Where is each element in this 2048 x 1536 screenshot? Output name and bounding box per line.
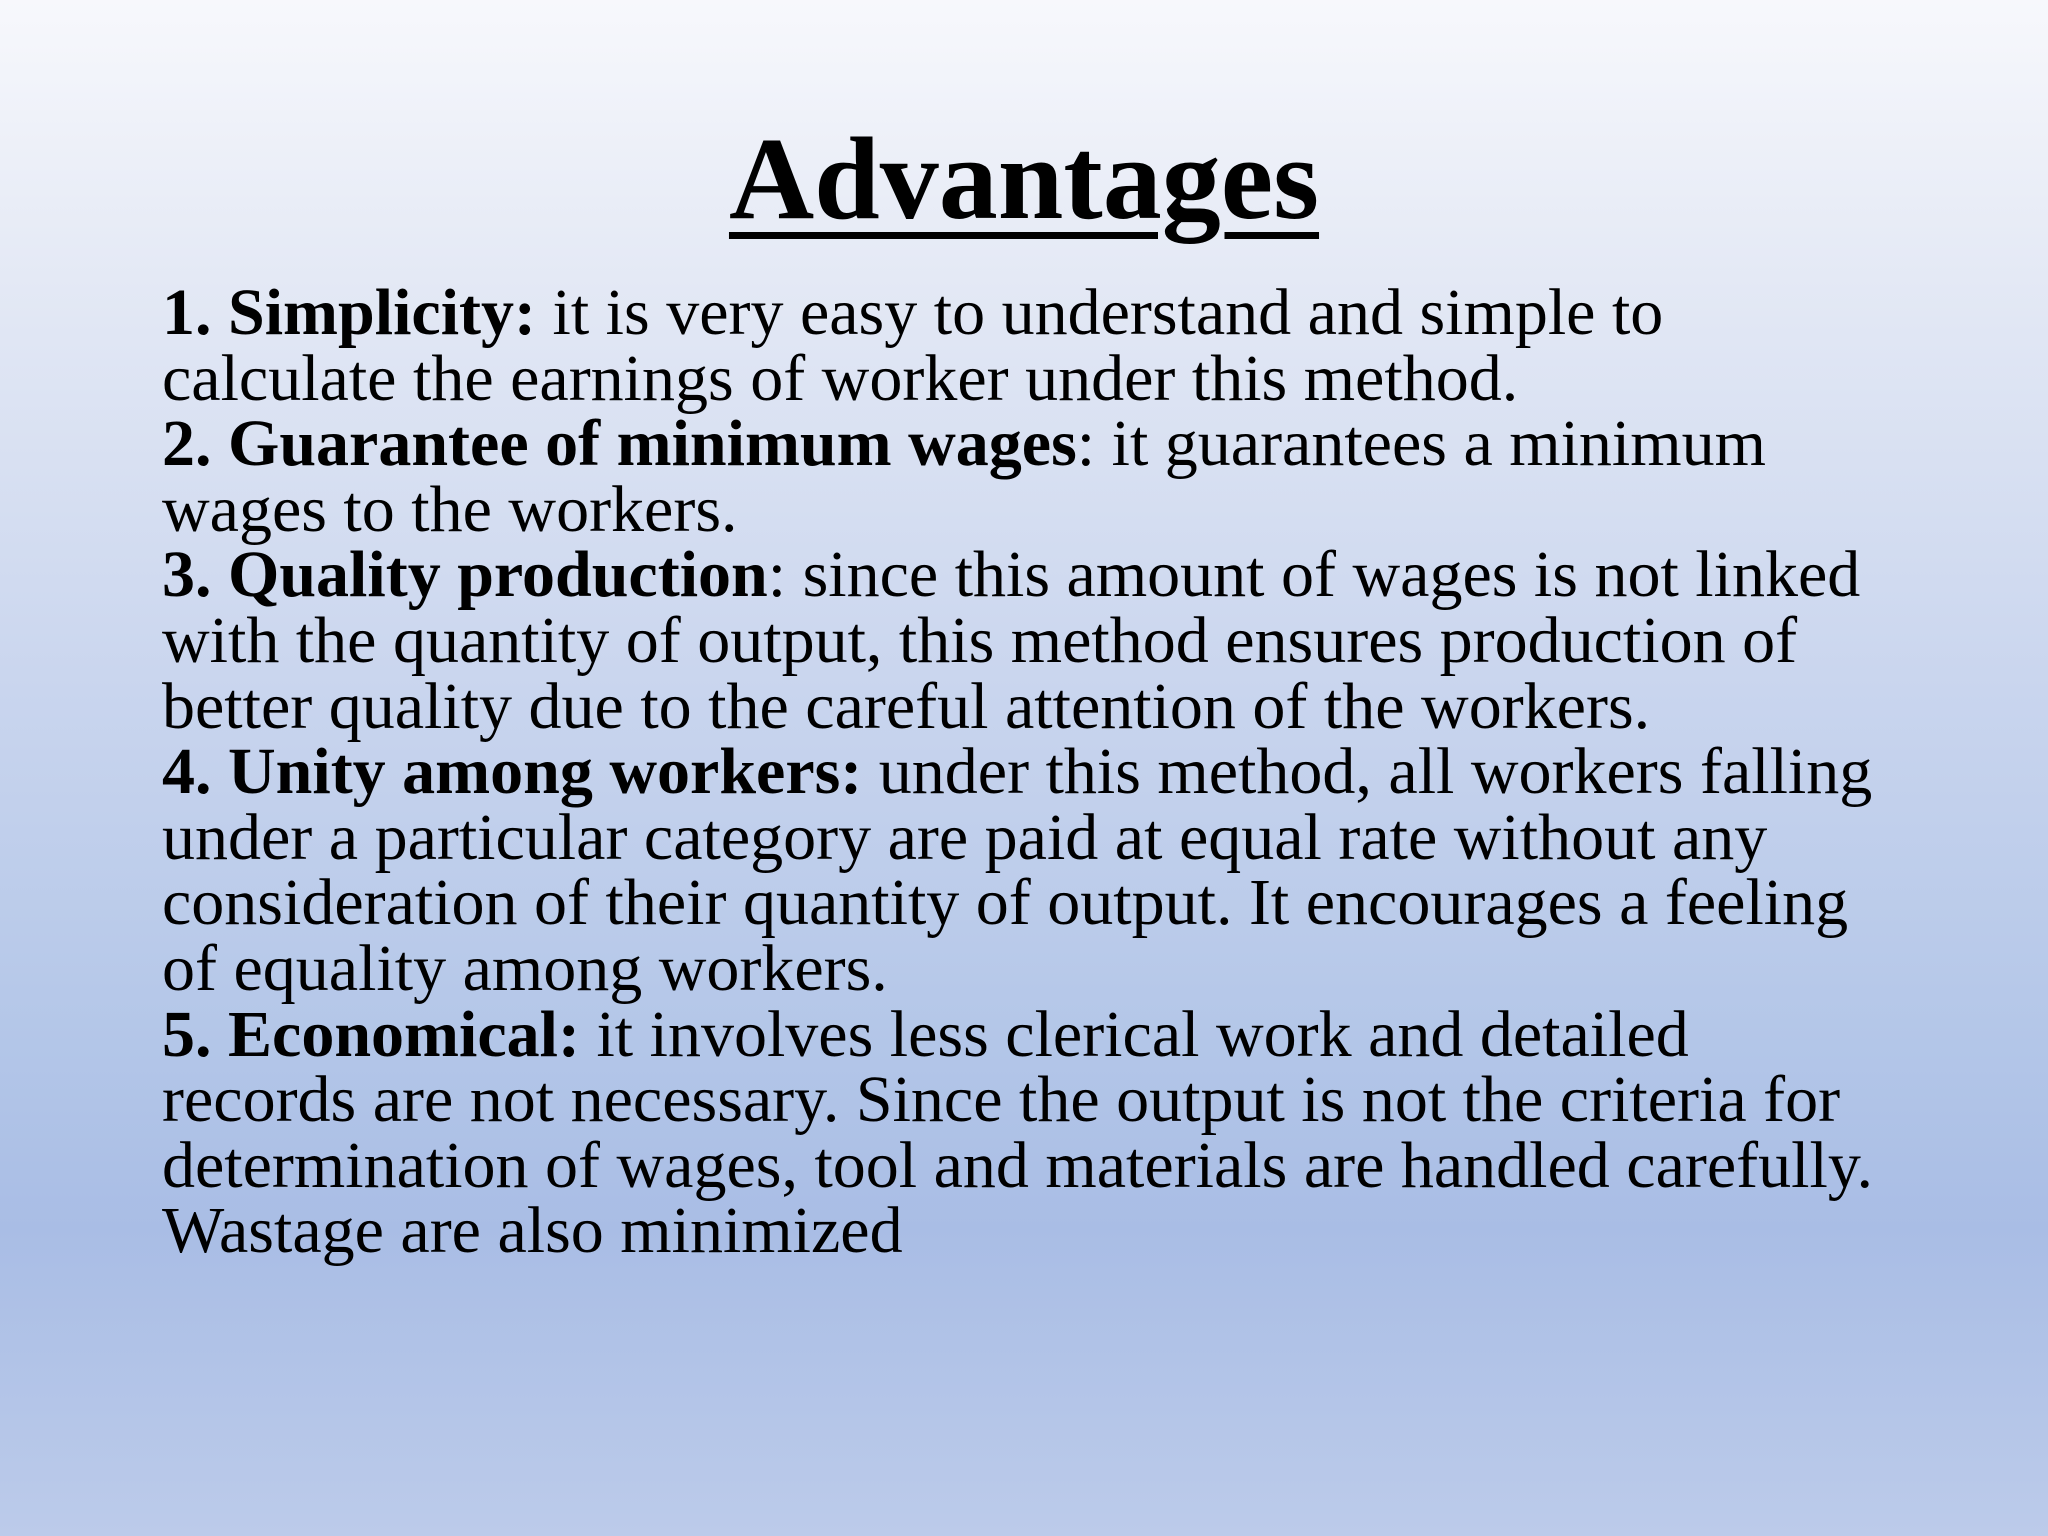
advantage-heading: 1. Simplicity: (162, 276, 536, 349)
advantages-list (162, 276, 1882, 1268)
advantage-body: since this amount of wages is not linked with the quantity of output, this method ensures production of better quality due to the careful attention of the workers. (162, 538, 1861, 743)
advantage-separator: : (767, 538, 787, 612)
slide-title-text: Advantages (728, 113, 1320, 244)
advantage-body: it involves less clerical work and detailed records are not necessary. Since the output is not the criteria for determination of wages, tool and materials are handled carefully. Wastage are also minimized (162, 997, 1874, 1268)
advantage-heading: 4. Unity among workers: (162, 735, 863, 809)
advantage-body: under this method, all workers falling under a particular category are paid at equal rate without any consideration of their quantity of output. It encourages a feeling of equality among workers. (162, 735, 1873, 1005)
advantage-separator: : (1076, 407, 1096, 481)
advantage-item-simplicity (162, 276, 1882, 415)
advantage-heading: 5. Economical: (162, 997, 580, 1071)
advantage-heading: 2. Guarantee of minimum wages (162, 407, 1077, 481)
advantage-item-unity (162, 735, 1882, 1005)
slide-title (0, 108, 2048, 250)
advantage-item-minimum-wages (162, 407, 1882, 546)
advantage-item-quality-production (162, 538, 1882, 743)
advantage-heading: 3. Quality production (162, 538, 768, 612)
advantage-body: it is very easy to understand and simple to calculate the earnings of worker under this method. (162, 276, 1664, 415)
advantage-item-economical (162, 997, 1882, 1268)
advantage-body: it guarantees a minimum wages to the workers. (162, 407, 1766, 546)
